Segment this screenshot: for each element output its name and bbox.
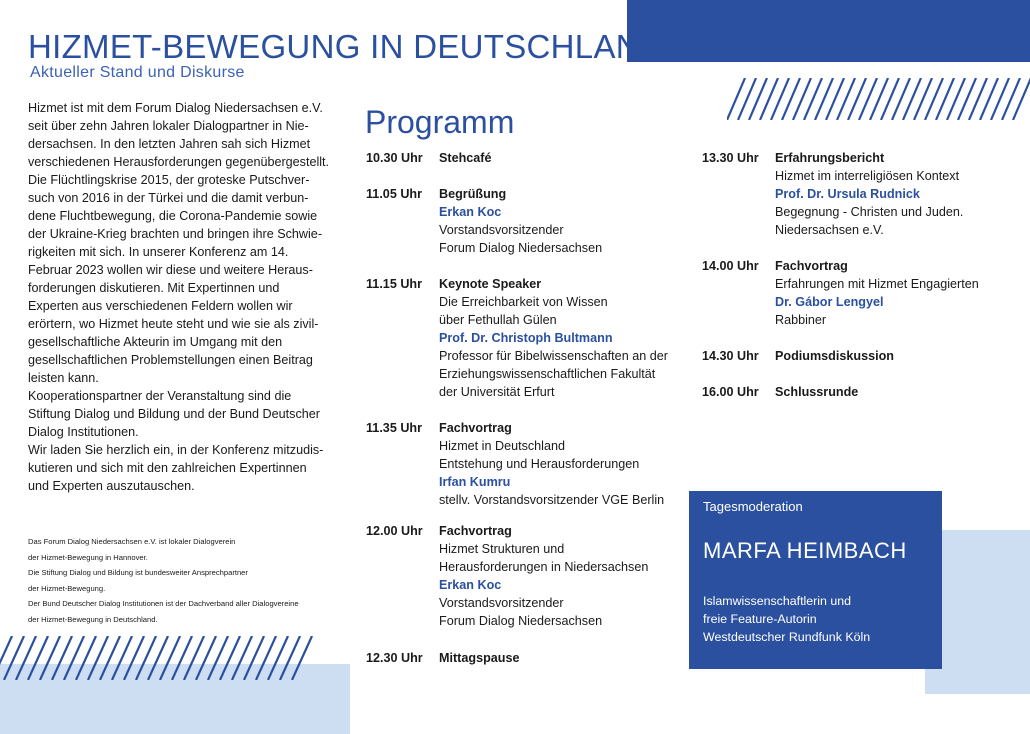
entry-time: 14.30 Uhr bbox=[702, 349, 759, 363]
entry-topic: Entstehung und Herausforderungen bbox=[439, 457, 640, 471]
entry-title: Keynote Speaker bbox=[439, 277, 542, 291]
entry-topic: Die Erreichbarkeit von Wissen bbox=[439, 295, 608, 309]
top-color-bar bbox=[627, 0, 1030, 62]
entry-topic: über Fethullah Gülen bbox=[439, 313, 557, 327]
entry-speaker: Erkan Koc bbox=[439, 205, 502, 219]
entry-role: der Universität Erfurt bbox=[439, 385, 555, 399]
entry-time: 12.30 Uhr bbox=[366, 651, 423, 665]
entry-topic: Erfahrungen mit Hizmet Engagierten bbox=[775, 277, 979, 291]
moderator-name: MARFA HEIMBACH bbox=[703, 538, 907, 563]
entry-title: Erfahrungsbericht bbox=[775, 151, 885, 165]
entry-title: Fachvortrag bbox=[439, 524, 512, 538]
entry-time: 11.35 Uhr bbox=[366, 421, 423, 435]
entry-speaker: Prof. Dr. Christoph Bultmann bbox=[439, 331, 613, 345]
entry-role: Vorstandsvorsitzender bbox=[439, 596, 564, 610]
moderation-box bbox=[689, 491, 942, 669]
entry-title: Schlussrunde bbox=[775, 385, 859, 399]
entry-role: Erziehungswissenschaftlichen Fakultät bbox=[439, 367, 656, 381]
entry-title: Fachvortrag bbox=[439, 421, 512, 435]
entry-topic: Hizmet in Deutschland bbox=[439, 439, 565, 453]
entry-time: 11.15 Uhr bbox=[366, 277, 423, 291]
moderator-description: Islamwissenschaftlerin und freie Feature-Autorin Westdeutscher Rundfunk Köln bbox=[703, 594, 871, 644]
decorative-stripes-bottom bbox=[0, 636, 318, 680]
entry-time: 11.05 Uhr bbox=[366, 187, 423, 201]
entry-time: 14.00 Uhr bbox=[702, 259, 759, 273]
entry-role: Niedersachsen e.V. bbox=[775, 223, 884, 237]
entry-speaker: Dr. Gábor Lengyel bbox=[775, 295, 884, 309]
moderation-label: Tagesmoderation bbox=[703, 499, 803, 514]
entry-title: Podiumsdiskussion bbox=[775, 349, 894, 363]
programm-heading: Programm bbox=[365, 104, 515, 140]
intro-text: Hizmet ist mit dem Forum Dialog Niedersachsen e.V. seit über zehn Jahren lokaler Dialogpartner in Nie- dersachsen. In den letzten Jahren sah sich Hizmet verschiedenen Herausforderungen gegenübergestellt. Die Flüchtlingskrise 2015, der groteske Putschver- such von 2016 in der Türkei und die damit verbun- dene Fluchtbewegung, die Corona-Pandemie sowie der Ukraine-Krieg brachten und bringen ihre Schwie- rigkeiten mit sich. In unserer Konferenz am 14. Februar 2023 wollen wir diese und weitere Heraus- forderungen diskutieren. Mit Expertinnen und Experten aus verschiedenen Feldern wollen wir erörtern, wo Hizmet heute steht und wie sie als zivil- gesellschaftliche Akteurin im Umgang mit den gesellschaftlichen Problemstellungen einen Beitrag leisten kann. Kooperationspartner der Veranstaltung sind die Stiftung Dialog und Bildung und der Bund Deutscher Dialog Institutionen. Wir laden Sie herzlich ein, in der Konferenz mitzudis- kutieren und sich mit den zahlreichen Expertinnen und Experten auszutauschen. bbox=[28, 101, 330, 493]
entry-title: Mittagspause bbox=[439, 651, 520, 665]
entry-speaker: Erkan Koc bbox=[439, 578, 502, 592]
entry-time: 12.00 Uhr bbox=[366, 524, 423, 538]
footnotes: Das Forum Dialog Niedersachsen e.V. ist lokaler Dialogverein der Hizmet-Bewegung in Hannover. Die Stiftung Dialog und Bildung ist bundesweiter Ansprechpartner der Hizmet-Bewegung. Der Bund Deutscher Dialog Institutionen ist der Dachverband aller Dialogvereine der Hizmet-Bewegung in Deutschland. bbox=[28, 537, 299, 624]
entry-topic: Hizmet im interreligiösen Kontext bbox=[775, 169, 960, 183]
entry-time: 13.30 Uhr bbox=[702, 151, 759, 165]
entry-speaker: Irfan Kumru bbox=[439, 475, 511, 489]
entry-role: Vorstandsvorsitzender bbox=[439, 223, 564, 237]
entry-speaker: Prof. Dr. Ursula Rudnick bbox=[775, 187, 920, 201]
entry-topic: Herausforderungen in Niedersachsen bbox=[439, 560, 649, 574]
page-subtitle: Aktueller Stand und Diskurse bbox=[30, 64, 245, 81]
entry-time: 16.00 Uhr bbox=[702, 385, 759, 399]
decorative-stripes-top bbox=[727, 78, 1030, 120]
entry-title: Stehcafé bbox=[439, 151, 492, 165]
entry-role: Professor für Bibelwissenschaften an der bbox=[439, 349, 668, 363]
entry-role: stellv. Vorstandsvorsitzender VGE Berlin bbox=[439, 493, 665, 507]
entry-time: 10.30 Uhr bbox=[366, 151, 423, 165]
entry-role: Forum Dialog Niedersachsen bbox=[439, 614, 603, 628]
page-title: HIZMET-BEWEGUNG IN DEUTSCHLAND bbox=[28, 28, 665, 65]
entry-role: Rabbiner bbox=[775, 313, 827, 327]
entry-role: Begegnung - Christen und Juden. bbox=[775, 205, 964, 219]
entry-role: Forum Dialog Niedersachsen bbox=[439, 241, 603, 255]
entry-topic: Hizmet Strukturen und bbox=[439, 542, 565, 556]
entry-title: Fachvortrag bbox=[775, 259, 848, 273]
entry-title: Begrüßung bbox=[439, 187, 507, 201]
